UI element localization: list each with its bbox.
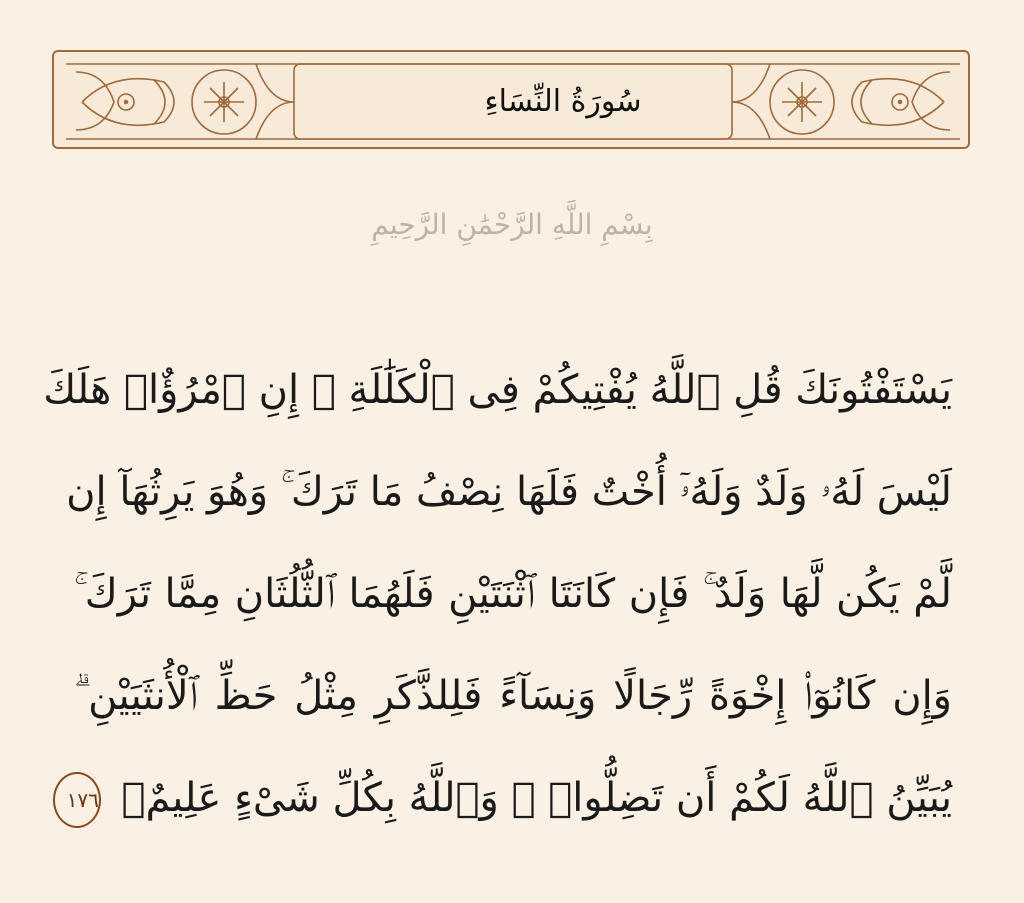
surah-header-frame — [52, 50, 970, 149]
ayah-number-marker: ١٧٦ — [53, 772, 101, 828]
basmala: بِسْمِ اللَّهِ الرَّحْمَٰنِ الرَّحِيمِ — [371, 208, 653, 241]
surah-title: سُورَةُ النِّسَاءِ — [484, 83, 642, 119]
verse-line-last — [66, 758, 952, 860]
verse-text — [43, 350, 952, 860]
verse-line: وَإِن كَانُوٓا۟ إِخْوَةً رِّجَالًا وَنِسَآءً فَلِلذَّكَرِ مِثْلُ حَظِّ ٱلْأُنثَيَيْنِ ۗ — [74, 673, 952, 719]
verse-line: لَّمْ يَكُن لَّهَا وَلَدٌ ۚ فَإِن كَانَتَا ٱثْنَتَيْنِ فَلَهُمَا ٱلثُّلُثَانِ مِمَّا تَرَكَ ۚ — [74, 571, 952, 617]
verse-line: يُبَيِّنُ ٱللَّهُ لَكُمْ أَن تَضِلُّوا۟ ۗ وَٱللَّهُ بِكُلِّ شَىْءٍ عَلِيمٌۢ — [121, 775, 952, 821]
verse-line: لَيْسَ لَهُۥ وَلَدٌ وَلَهُۥٓ أُخْتٌ فَلَهَا نِصْفُ مَا تَرَكَ ۚ وَهُوَ يَرِثُهَآ إِن — [66, 469, 952, 515]
verse-line: يَسْتَفْتُونَكَ قُلِ ٱللَّهُ يُفْتِيكُمْ فِى ٱلْكَلَٰلَةِ ۚ إِنِ ٱمْرُؤٌا۟ هَلَكَ — [43, 367, 952, 413]
